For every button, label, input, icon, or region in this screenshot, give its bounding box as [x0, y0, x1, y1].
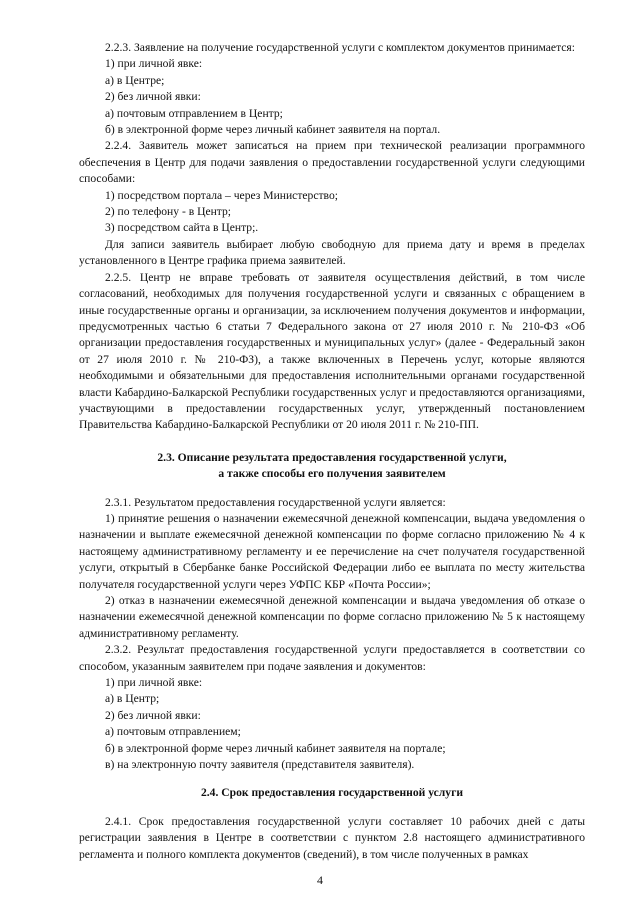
list-item: 2) без личной явки:	[105, 90, 201, 104]
list-item: а) в Центре;	[105, 73, 165, 87]
list-item: 3) посредством сайта в Центр;.	[105, 221, 259, 235]
list-item: 1) посредством портала – через Министерство;	[105, 188, 338, 202]
list-item: а) почтовым отправлением в Центр;	[105, 106, 283, 120]
section-heading-2-3-line-2: а также способы его получения заявителем	[218, 467, 446, 481]
paragraph-2-3-2: 2.3.2. Результат предоставления государственной услуги предоставляется в соответствии со способом, указанным заявителем при подаче заявления и документов:	[79, 643, 585, 673]
list-item: в) на электронную почту заявителя (представителя заявителя).	[105, 758, 415, 772]
paragraph-2-4-1: 2.4.1. Срок предоставления государственной услуги составляет 10 рабочих дней с даты регистрации заявления в Центре в соответствии с пунктом 2.8 настоящего административного регламента и полного комплекта документов (сведений), в том числе полученных в рамках	[79, 814, 585, 861]
list-item: 1) при личной явке:	[105, 676, 203, 690]
list-item: 2) без личной явки:	[105, 708, 201, 722]
paragraph-2-2-5: 2.2.5. Центр не вправе требовать от заявителя осуществления действий, в том числе согласований, необходимых для получения государственной услуги и связанных с обращением в иные государственные органы и организации, за исключением получения документов и информации, предусмотренных частью 6 статьи 7 Федерального закона от 27 июля 2010 г. № 210-ФЗ «Об организации предоставления государственных и муниципальных услуг» (далее - Федеральный закон от 27 июля 2010 г. № 210-ФЗ), а также включенных в Перечень услуг, которые являются необходимыми и обязательными для предоставления исполнительными органами государственной власти Кабардино-Балкарской Республики государственных услуг и предоставляются организациями, участвующими в предоставлении государственных услуг, утвержденный постановлением Правительства Кабардино-Балкарской Республики от 20 июля 2011 г. № 210-ПП.	[79, 270, 585, 432]
list-item: б) в электронной форме через личный кабинет заявителя на портал.	[105, 123, 441, 137]
paragraph-appointment-note: Для записи заявитель выбирает любую свободную для приема дату и время в пределах установленного в Центре графика приема заявителей.	[79, 237, 585, 268]
list-item: б) в электронной форме через личный кабинет заявителя на портале;	[105, 741, 446, 755]
list-item: а) почтовым отправлением;	[105, 725, 241, 739]
section-heading-2-3-line-1: 2.3. Описание результата предоставления государственной услуги,	[157, 450, 507, 464]
list-item: 1) при личной явке:	[105, 57, 203, 71]
paragraph-2-3-1-item-2: 2) отказ в назначении ежемесячной денежной компенсации и выдача уведомления об отказе о назначении ежемесячной денежной компенсации по форме согласно приложению № 5 к настоящему административному регламенту.	[79, 594, 585, 640]
paragraph-2-3-1: 2.3.1. Результатом предоставления государственной услуги является:	[105, 495, 446, 509]
section-heading-2-4: 2.4. Срок предоставления государственной услуги	[200, 786, 464, 800]
list-item: а) в Центр;	[105, 692, 160, 706]
paragraph-2-3-1-item-1: 1) принятие решения о назначении ежемесячной денежной компенсации, выдача уведомления о назначении и выплате ежемесячной денежной компенсации по форме согласно приложению № 4 к настоящему административному регламенту и ее перечисление на счет получателя государственной услуги, открытый в Сбербанке банке Российской Федерации либо ее выплата по месту жительства получателя государственной услуги через УФПС КБР «Почта России»;	[79, 511, 585, 591]
list-item: 2) по телефону - в Центр;	[105, 205, 232, 219]
paragraph-2-2-4: 2.2.4. Заявитель может записаться на прием при технической реализации программного обеспечения в Центр для подачи заявления о предоставлении государственной услуги следующими способами:	[79, 139, 585, 186]
paragraph-2-2-3: 2.2.3. Заявление на получение государственной услуги с комплектом документов принимается:	[105, 41, 575, 54]
page-body	[79, 40, 585, 863]
page-number: 4	[317, 873, 323, 887]
